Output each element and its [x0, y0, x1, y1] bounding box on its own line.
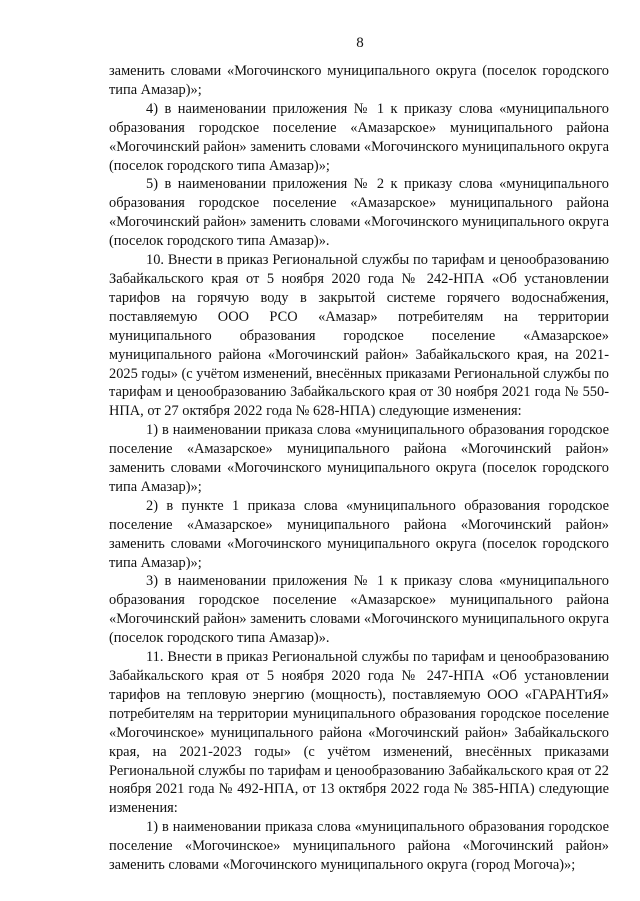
- page-number: 8: [356, 35, 364, 51]
- paragraph-section-11-item-1: 1) в наименовании приказа слова «муниципального образования городское поселение «Могочинское» муниципального района «Могочинский район» заменить словами «Могочинского муниципального округа (город Могоча)»;: [109, 819, 609, 874]
- paragraph-item-5: 5) в наименовании приложения № 2 к приказу слова «муниципального образования городское поселение «Амазарское» муниципального района «Могочинский район» заменить словами «Могочинского муниципального округа (поселок городского типа Амазар)».: [109, 176, 609, 250]
- paragraph-section-10-item-3: 3) в наименовании приложения № 1 к приказу слова «муниципального образования городское поселение «Амазарское» муниципального района «Могочинский район» заменить словами «Могочинского муниципального округа (поселок городского типа Амазар)».: [109, 573, 609, 647]
- paragraph-section-10-item-1: 1) в наименовании приказа слова «муниципального образования городское поселение «Амазарское» муниципального района «Могочинский район» заменить словами «Могочинского муниципального округа (поселок городского типа Амазар)»;: [109, 422, 609, 495]
- paragraph-item-4: 4) в наименовании приложения № 1 к приказу слова «муниципального образования городское поселение «Амазарское» муниципального района «Могочинский район» заменить словами «Могочинского муниципального округа (поселок городского типа Амазар)»;: [109, 100, 609, 174]
- document-body: [109, 62, 609, 875]
- paragraph-section-11: 11. Внести в приказ Региональной службы по тарифам и ценообразованию Забайкальского края от 5 ноября 2020 года № 247-НПА «Об установлении тарифов на тепловую энергию (мощность), поставляемую ООО «ГАРАНТиЯ» потребителям на территории муниципального образования городское поселение «Могочинское» муниципального района «Могочинский район» Забайкальского края, на 2021-2023 годы» (с учётом изменений, внесённых приказами Региональной службы по тарифам и ценообразованию Забайкальского края от 22 ноября 2021 года № 492-НПА, от 13 октября 2022 года № 385-НПА) следующие изменения:: [109, 649, 609, 817]
- paragraph-section-10-item-2: 2) в пункте 1 приказа слова «муниципального образования городское поселение «Амазарское» муниципального района «Могочинский район» заменить словами «Могочинского муниципального округа (поселок городского типа Амазар)»;: [109, 497, 609, 571]
- paragraph-section-10: 10. Внести в приказ Региональной службы по тарифам и ценообразованию Забайкальского края от 5 ноября 2020 года № 242-НПА «Об установлении тарифов на горячую воду в закрытой системе горячего водоснабжения, поставляемую ООО РСО «Амазар» потребителям на территории муниципального образования городское поселение «Амазарское» муниципального района «Могочинский район» Забайкальского края, на 2021-2025 годы» (с учётом изменений, внесённых приказами Региональной службы по тарифам и ценообразованию Забайкальского края от 30 ноября 2021 года № 550-НПА, от 27 октября 2022 года № 628-НПА) следующие изменения:: [109, 252, 609, 420]
- paragraph-continuation: заменить словами «Могочинского муниципального округа (поселок городского типа Амазар)»;: [109, 63, 609, 98]
